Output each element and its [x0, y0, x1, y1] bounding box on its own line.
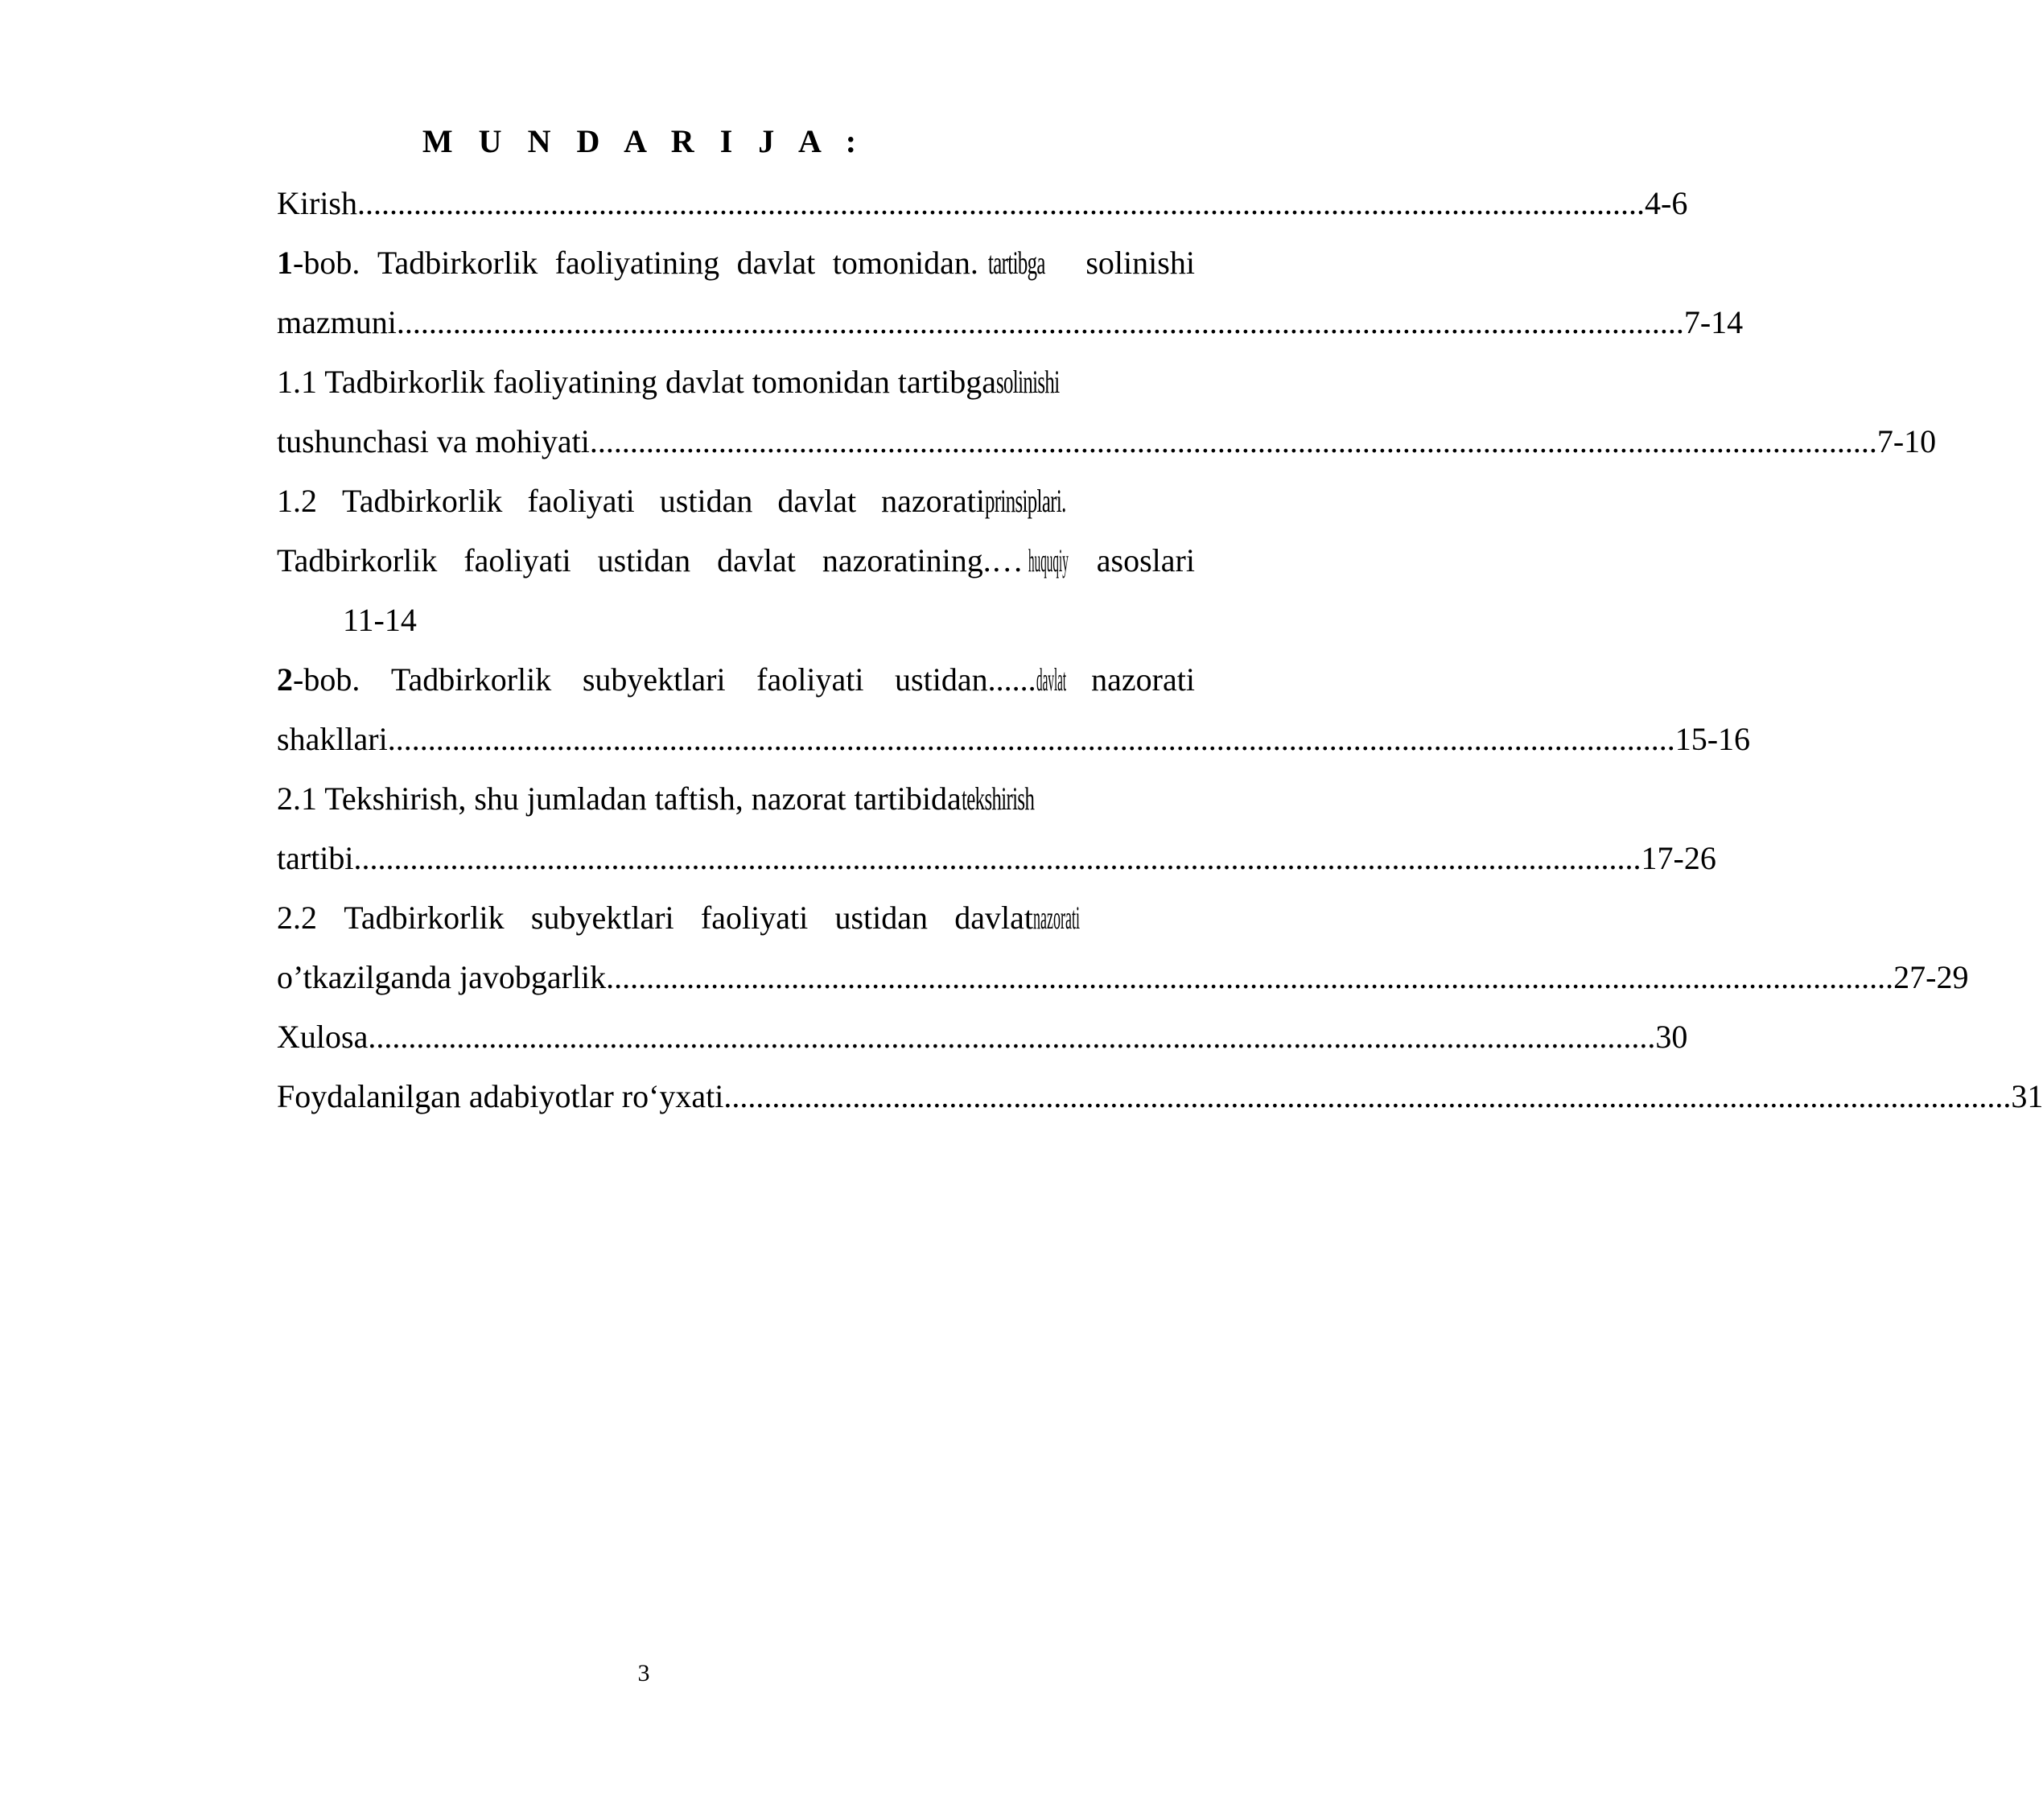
toc-word: -bob.	[293, 245, 360, 281]
toc-word: asoslari	[1096, 542, 1195, 579]
toc-entry-section-2-2-cont[interactable]	[277, 958, 1969, 997]
toc-word: faoliyati	[700, 900, 809, 936]
toc-entry-section-2-1-cont[interactable]	[277, 839, 1716, 878]
page-number: 3	[637, 1660, 650, 1686]
toc-entry-label: Xulosa	[277, 1019, 369, 1055]
toc-word-group	[822, 541, 1070, 580]
toc-word: davlat	[717, 542, 796, 579]
toc-entry-label: Kirish	[277, 185, 357, 221]
toc-word: Tadbirkorlik	[344, 900, 505, 936]
squeezed-word-box	[996, 363, 1093, 401]
toc-word: Tadbirkorlik	[390, 661, 552, 698]
squeezed-word-box	[1036, 661, 1066, 699]
toc-word: tomonidan.	[832, 245, 978, 281]
squeezed-word: tekshirish	[961, 780, 1034, 817]
toc-entry-label: o’tkazilganda javobgarlik	[277, 959, 607, 995]
toc-page-number: 15-16	[1674, 721, 1751, 757]
toc-page-number: 17-26	[1641, 840, 1716, 876]
toc-entry-label: tushunchasi va mohiyati	[277, 423, 590, 459]
toc-entry-chapter-2-cont[interactable]	[277, 720, 1751, 759]
toc-word: ustidan......	[895, 661, 1036, 698]
squeezed-word: solinishi	[996, 364, 1060, 400]
toc-entry-label: Foydalanilgan adabiyotlar ro‘yxati	[277, 1078, 724, 1114]
squeezed-word-box	[1033, 899, 1089, 937]
toc-word: davlat	[736, 245, 816, 281]
chapter-number: 2	[277, 661, 293, 698]
toc-word: nazorati	[1091, 661, 1195, 698]
toc-leader-dots: ................................................................................................................................................................	[723, 1078, 2012, 1114]
toc-word: davlat	[777, 483, 857, 519]
squeezed-word: davlat	[1036, 661, 1066, 698]
squeezed-word: prinsiplari.	[984, 483, 1066, 519]
toc-word: faoliyatining	[554, 245, 720, 281]
toc-page-number: 7-10	[1876, 423, 1937, 459]
toc-word: davlat	[954, 900, 1033, 936]
squeezed-word: nazorati	[1033, 900, 1080, 936]
squeezed-word: tartibga	[987, 245, 1045, 281]
squeezed-word-box	[1028, 541, 1070, 580]
toc-word-group	[895, 661, 1066, 699]
toc-word: -bob.	[293, 661, 360, 698]
toc-page-number: 31	[2011, 1078, 2043, 1114]
toc-entry-chapter-1-cont[interactable]	[277, 303, 1744, 342]
toc-word: subyektlari	[582, 661, 726, 698]
toc-entry-xulosa[interactable]	[277, 1018, 1688, 1056]
toc-word-group	[954, 899, 1089, 937]
toc-entry-label: tartibi	[277, 840, 354, 876]
toc-leader-dots: ................................................................................................................................................................	[357, 185, 1645, 221]
toc-word: nazorati	[881, 483, 985, 519]
toc-word: nazoratining.…	[822, 542, 1024, 579]
toc-entry-section-1-2[interactable]	[277, 482, 1089, 521]
toc-leader-dots: ................................................................................................................................................................	[396, 304, 1684, 340]
toc-word: Tadbirkorlik	[277, 542, 438, 579]
page-title: M U N D A R I J A :	[422, 123, 866, 159]
toc-word: ustidan	[597, 542, 691, 579]
toc-word: 1.2	[277, 483, 317, 519]
toc-word: ustidan	[659, 483, 753, 519]
toc-entry-section-1-2-cont[interactable]	[277, 541, 1195, 580]
toc-entry-label: shakllari	[277, 721, 388, 757]
toc-leader-dots: ................................................................................................................................................................	[589, 423, 1877, 459]
toc-entry-chapter-1[interactable]	[277, 244, 1195, 282]
toc-page-number: 27-29	[1893, 959, 1969, 995]
toc-word: faoliyati	[527, 483, 635, 519]
toc-word: Tadbirkorlik	[342, 483, 503, 519]
chapter-heading-2	[277, 661, 360, 699]
toc-word: faoliyati	[756, 661, 864, 698]
toc-word: ustidan	[834, 900, 928, 936]
toc-word: solinishi	[1085, 245, 1195, 281]
toc-entry-label: 1.1 Tadbirkorlik faoliyatining davlat tomonidan tartibga	[277, 364, 997, 400]
toc-page-number: 4-6	[1645, 185, 1688, 221]
toc-page-number-1-2[interactable]: 11-14	[343, 602, 417, 638]
toc-leader-dots: ................................................................................................................................................................	[387, 721, 1675, 757]
toc-entry-kirish[interactable]	[277, 184, 1688, 223]
toc-entry-label: 2.1 Tekshirish, shu jumladan taftish, nazorat tartibida	[277, 780, 962, 817]
toc-leader-dots: ................................................................................................................................................................	[353, 840, 1641, 876]
toc-entry-adabiyotlar[interactable]	[277, 1077, 2043, 1116]
toc-leader-dots: ................................................................................................................................................................	[368, 1019, 1656, 1055]
toc-entry-label: mazmuni	[277, 304, 397, 340]
toc-word-group	[881, 482, 1089, 521]
toc-page-number: 30	[1655, 1019, 1688, 1055]
chapter-heading-1	[277, 244, 360, 282]
toc-entry-chapter-2[interactable]	[277, 661, 1195, 699]
squeezed-word-box	[985, 482, 1089, 521]
toc-leader-dots: ................................................................................................................................................................	[606, 959, 1894, 995]
squeezed-word-box	[988, 244, 1069, 282]
squeezed-word: huquqiy	[1028, 542, 1069, 579]
toc-entry-section-1-1-cont[interactable]	[277, 422, 1937, 461]
toc-entry-section-2-2[interactable]	[277, 899, 1089, 937]
chapter-number: 1	[277, 245, 293, 281]
toc-page-number: 7-14	[1683, 304, 1744, 340]
toc-entry-section-2-1[interactable]	[277, 780, 1058, 818]
toc-word-group	[833, 244, 1069, 282]
toc-word: 2.2	[277, 900, 317, 936]
toc-word: subyektlari	[530, 900, 674, 936]
toc-word: faoliyati	[463, 542, 571, 579]
toc-entry-section-1-1[interactable]	[277, 363, 1093, 401]
toc-word: Tadbirkorlik	[377, 245, 538, 281]
squeezed-word-box	[962, 780, 1058, 818]
